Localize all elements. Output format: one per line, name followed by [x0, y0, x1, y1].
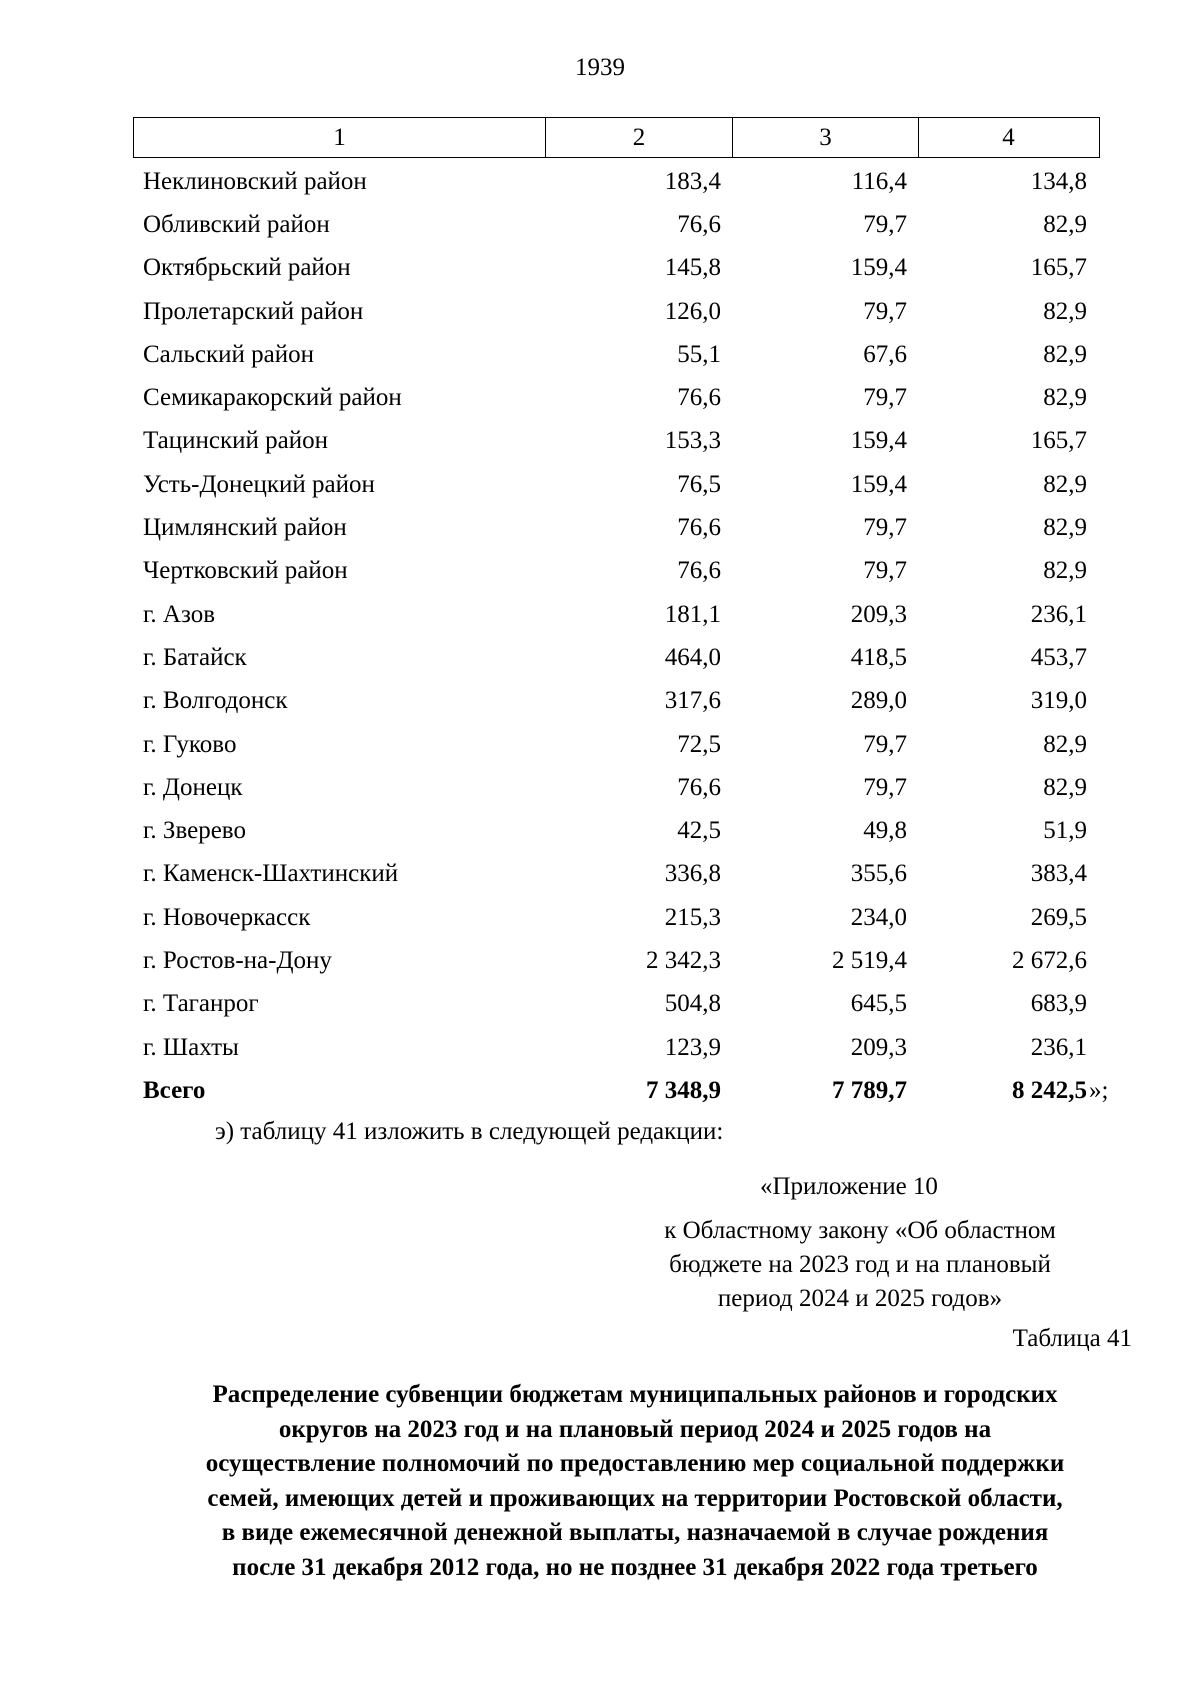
row-name: Цимлянский район [143, 514, 347, 542]
table-row [133, 809, 1100, 852]
value-2025: 82,9 [1043, 514, 1087, 542]
heading-line: Распределение субвенции бюджетам муниципальных районов и городских [212, 1381, 1058, 1408]
appendix-reference-line: период 2024 и 2025 годов» [717, 1285, 1003, 1312]
row-name: г. Азов [143, 600, 216, 628]
value-2023: 181,1 [664, 600, 721, 628]
table-row [133, 593, 1100, 636]
value-2023: 2 342,3 [646, 946, 721, 974]
value-2024: 159,4 [850, 254, 907, 282]
table-row [133, 550, 1100, 593]
total-value-2025-cell [917, 1076, 1109, 1105]
table-row [133, 376, 1100, 419]
row-name: Обливский район [143, 210, 330, 238]
table-row [133, 1026, 1100, 1069]
row-name: г. Волгодонск [143, 687, 288, 715]
value-2023: 55,1 [677, 340, 721, 368]
value-2025: 683,9 [1030, 990, 1087, 1018]
value-2024: 49,8 [863, 817, 907, 845]
row-name: г. Каменск-Шахтинский [143, 860, 399, 888]
row-name: г. Новочеркасск [143, 903, 311, 931]
value-2023: 76,6 [677, 557, 721, 585]
column-header-1: 1 [333, 123, 346, 151]
table-row [133, 506, 1100, 549]
value-2025: 82,9 [1043, 210, 1087, 238]
value-2023: 76,6 [677, 210, 721, 238]
value-2025: 82,9 [1043, 340, 1087, 368]
value-2025: 165,7 [1030, 254, 1087, 282]
value-2025: 269,5 [1030, 903, 1087, 931]
table-row [133, 420, 1100, 463]
appendix-reference-line: бюджете на 2023 год и на плановый [669, 1251, 1051, 1278]
value-2024: 79,7 [863, 730, 907, 758]
value-2024: 645,5 [850, 990, 907, 1018]
row-name: г. Донецк [143, 773, 243, 801]
value-2023: 153,3 [664, 427, 721, 455]
value-2025: 236,1 [1030, 600, 1087, 628]
table-row [133, 203, 1100, 246]
table-label: Таблица 41 [1012, 1325, 1132, 1352]
row-name: Неклиновский район [143, 167, 367, 195]
value-2024: 79,7 [863, 557, 907, 585]
value-2023: 215,3 [664, 903, 721, 931]
value-2024: 79,7 [863, 514, 907, 542]
row-name: г. Зверево [143, 817, 246, 845]
row-name: г. Батайск [143, 643, 247, 671]
value-2025: 82,9 [1043, 297, 1087, 325]
total-value-2024: 7 789,7 [832, 1076, 907, 1104]
value-2025: 82,9 [1043, 557, 1087, 585]
instruction-text: э) таблицу 41 изложить в следующей редакции: [215, 1118, 724, 1145]
value-2023: 76,6 [677, 514, 721, 542]
appendix-reference [620, 1214, 1100, 1316]
table-row [133, 896, 1100, 939]
heading-line: семей, имеющих детей и проживающих на территории Ростовской области, [207, 1484, 1063, 1512]
value-2024: 209,3 [850, 1033, 907, 1061]
row-name: Октябрьский район [143, 254, 351, 282]
value-2024: 79,7 [863, 384, 907, 412]
value-2024: 67,6 [863, 340, 907, 368]
row-name: Усть-Донецкий район [143, 470, 375, 498]
table-row [133, 680, 1100, 723]
appendix-title: «Приложение 10 [760, 1173, 938, 1200]
value-2023: 126,0 [664, 297, 721, 325]
value-2025: 51,9 [1043, 817, 1087, 845]
heading-line: в виде ежемесячной денежной выплаты, назначаемой в случае рождения [221, 1519, 1049, 1546]
heading-line: округов на 2023 год и на плановый период 2024 и 2025 годов на [278, 1415, 992, 1443]
table-body [133, 160, 1109, 1113]
value-2025: 383,4 [1030, 860, 1087, 888]
value-2025: 82,9 [1043, 470, 1087, 498]
table-row [133, 723, 1100, 766]
heading-line: осуществление полномочий по предоставлению мер социальной поддержки [205, 1450, 1065, 1477]
value-2023: 145,8 [664, 254, 721, 282]
value-2023: 336,8 [664, 860, 721, 888]
column-header-4: 4 [918, 118, 1098, 157]
value-2023: 76,6 [677, 773, 721, 801]
value-2023: 42,5 [677, 817, 721, 845]
total-value-2023: 7 348,9 [646, 1076, 721, 1104]
heading-line: после 31 декабря 2012 года, но не позднее 31 декабря 2022 года третьего [232, 1553, 1038, 1581]
value-2024: 116,4 [851, 167, 907, 195]
table-row [133, 939, 1100, 982]
value-2024: 79,7 [863, 297, 907, 325]
table-header [133, 117, 1100, 158]
value-2023: 76,6 [677, 384, 721, 412]
total-label: Всего [143, 1076, 206, 1104]
value-2024: 159,4 [850, 470, 907, 498]
value-2024: 79,7 [863, 210, 907, 238]
value-2024: 234,0 [850, 903, 907, 931]
value-2025: 2 672,6 [1012, 946, 1087, 974]
row-name: г. Таганрог [143, 990, 259, 1018]
value-2023: 504,8 [664, 990, 721, 1018]
table-row [133, 290, 1100, 333]
value-2024: 418,5 [850, 643, 907, 671]
value-2025: 453,7 [1030, 643, 1087, 671]
row-name: Семикаракорский район [143, 384, 402, 412]
table-row [133, 853, 1100, 896]
column-header-2: 2 [545, 118, 732, 157]
page-number: 1939 [575, 54, 625, 81]
value-2024: 209,3 [850, 600, 907, 628]
table-row [133, 766, 1100, 809]
value-2023: 183,4 [664, 167, 721, 195]
table-row [133, 463, 1100, 506]
row-name: г. Гуково [143, 730, 237, 758]
value-2025: 134,8 [1030, 167, 1087, 195]
value-2024: 79,7 [863, 773, 907, 801]
value-2024: 159,4 [850, 427, 907, 455]
total-value-2025: 8 242,5 [1012, 1076, 1087, 1104]
table-row [133, 160, 1100, 203]
value-2024: 2 519,4 [832, 946, 907, 974]
value-2025: 165,7 [1030, 427, 1087, 455]
row-name: г. Ростов-на-Дону [143, 946, 332, 974]
table-row [133, 247, 1100, 290]
appendix-reference-line: к Областному закону «Об областном [664, 1217, 1056, 1244]
value-2025: 236,1 [1030, 1033, 1087, 1061]
value-2025: 319,0 [1030, 687, 1087, 715]
table-row [133, 983, 1100, 1026]
table-heading [140, 1378, 1130, 1585]
column-header-3: 3 [732, 118, 918, 157]
value-2025: 82,9 [1043, 384, 1087, 412]
value-2023: 72,5 [677, 730, 721, 758]
row-name: Тацинский район [143, 427, 328, 455]
value-2023: 123,9 [664, 1033, 721, 1061]
row-name: Чертковский район [143, 557, 348, 585]
value-2024: 355,6 [850, 860, 907, 888]
table-row [133, 636, 1100, 679]
closing-quote-suffix: »; [1089, 1076, 1109, 1104]
row-name: Сальский район [143, 340, 314, 368]
value-2023: 317,6 [664, 687, 721, 715]
value-2025: 82,9 [1043, 773, 1087, 801]
row-name: Пролетарский район [143, 297, 364, 325]
table-row [133, 333, 1100, 376]
value-2025: 82,9 [1043, 730, 1087, 758]
value-2023: 464,0 [664, 643, 721, 671]
total-row [133, 1069, 1109, 1112]
row-name: г. Шахты [143, 1033, 239, 1061]
value-2024: 289,0 [850, 687, 907, 715]
value-2023: 76,5 [677, 470, 721, 498]
